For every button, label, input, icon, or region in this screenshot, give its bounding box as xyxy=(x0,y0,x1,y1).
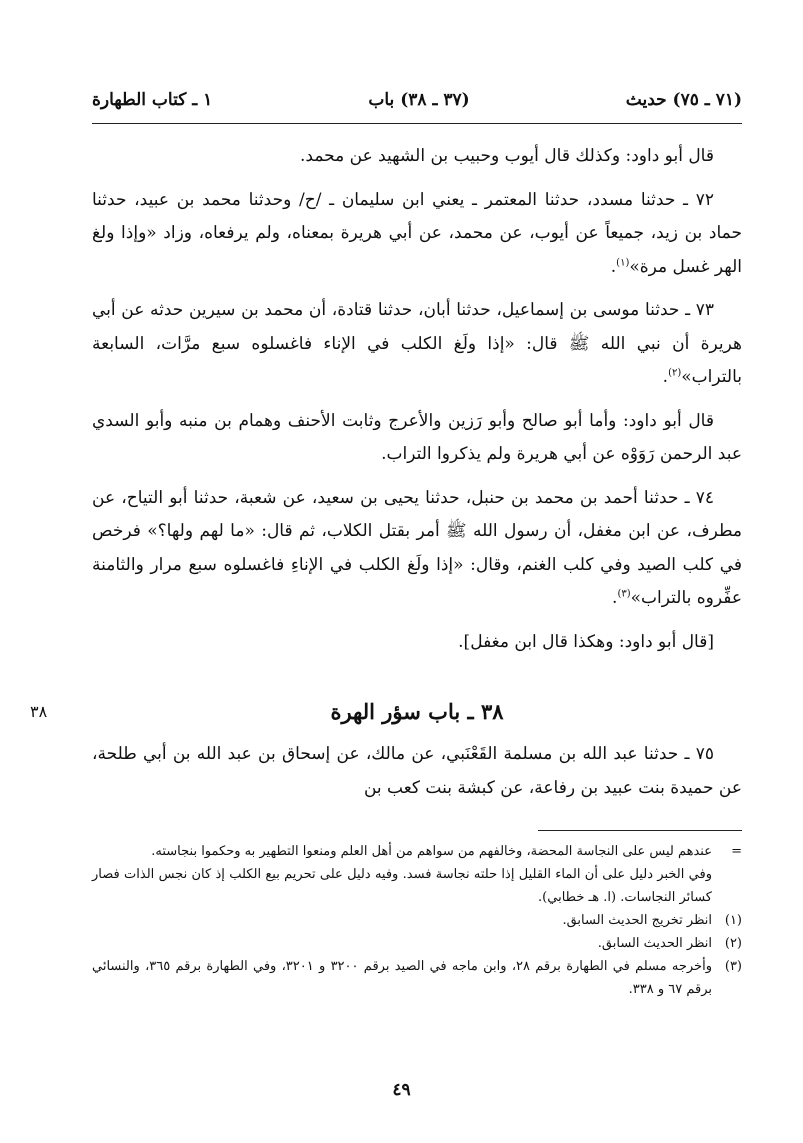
paragraph-abu-dawud-note-3: [قال أبو داود: وهكذا قال ابن مغفل]. xyxy=(458,631,714,652)
header-divider xyxy=(92,123,742,124)
running-header xyxy=(92,84,742,116)
footnote-3: (٣) وأخرجه مسلم في الطهارة برقم ٢٨، وابن ماجه في الصيد برقم ٣٢٠٠ و ٣٢٠١، وفي الطهارة برقم ٣٦٥، والنسائي برقم ٦٧ و ٣٣٨. xyxy=(92,959,742,997)
page-number: ٤٩ xyxy=(392,1080,411,1100)
paragraph-hadith-74: ٧٤ ـ حدثنا أحمد بن محمد بن حنبل، حدثنا يحيى بن سعيد، عن شعبة، حدثنا أبو التياح، عن مطرف، عن ابن مغفل، أن رسول الله ﷺ أمر بقتل الكلاب، ثم قال: «ما لهم ولها؟» فرخص في كلب الصيد وفي كلب الغنم، وقال: «إذا ولَغ الكلب في الإناءِ فاغسلوه سبع مرار والثامنة عفِّروه بالتراب»$^{(٣)}$. xyxy=(92,487,742,608)
footnote-continuation: = عندهم ليس على النجاسة المحضة، وخالفهم من سواهم من أهل العلم ومنعوا التطهير به وحكموا بنجاسته. xyxy=(151,844,742,859)
footnote-1: (١) انظر تخريج الحديث السابق. xyxy=(562,913,742,928)
paragraph-hadith-75: ٧٥ ـ حدثنا عبد الله بن مسلمة القَعْنَبي، عن مالك، عن إسحاق بن عبد الله بن أبي طلحة، عن حميدة بنت عبيد بن رفاعة، عن كبشة بنت كعب بن xyxy=(92,744,742,798)
header-chapter-range: (٣٧ ـ ٣٨) باب xyxy=(368,90,470,110)
paragraph-abu-dawud-note-2: قال أبو داود: وأما أبو صالح وأبو رَزين والأعرج وثابت الأحنف وهمام بن منبه وأبو السدي عبد الرحمن رَوَوْه عن أبي هريرة ولم يذكروا التراب. xyxy=(92,410,742,464)
margin-chapter-number: ٣٨ xyxy=(30,702,48,721)
footnotes xyxy=(92,840,742,1001)
paragraph-abu-dawud-note-1: قال أبو داود: وكذلك قال أيوب وحبيب بن الشهيد عن محمد. xyxy=(300,146,714,166)
footnote-ref-3: (٣) xyxy=(617,588,631,600)
main-text-continued xyxy=(92,738,742,815)
paragraph-hadith-72: ٧٢ ـ حدثنا مسدد، حدثنا المعتمر ـ يعني ابن سليمان ـ /ح/ وحدثنا محمد بن عبيد، حدثنا حماد بن زيد، جميعاً عن أيوب، عن محمد، عن أبي هريرة بمعناه، ولم يرفعاه، وزاد «وإذا ولغ الهر غسل مرة»$^{(١)}$. xyxy=(92,189,742,277)
footnote-ref-2: (٢) xyxy=(668,367,682,379)
footnote-2: (٢) انظر الحديث السابق. xyxy=(597,936,742,951)
main-text xyxy=(92,140,742,669)
header-book-title: ١ ـ كتاب الطهارة xyxy=(92,90,213,110)
footnote-continuation-2: وفي الخبر دليل على أن الماء القليل إذا حلته نجاسة فسد. وفيه دليل على تحريم بيع الكلب إذ كان نجس الذات فصار كسائر النجاسات. (ا. هـ خطابي). xyxy=(92,867,712,905)
header-hadith-range: (٧١ ـ ٧٥) حديث xyxy=(625,90,742,110)
chapter-heading: ٣٨ ـ باب سؤر الهرة xyxy=(330,699,504,724)
paragraph-hadith-73: ٧٣ ـ حدثنا موسى بن إسماعيل، حدثنا أبان، حدثنا قتادة، أن محمد بن سيرين حدثه عن أبي هريرة أن نبي الله ﷺ قال: «إذا ولَغ الكلب في الإناء فاغسلوه سبع مرَّات، السابعة بالتراب»$^{(٢)}$. xyxy=(92,300,742,387)
footnote-divider xyxy=(538,830,742,831)
footnote-ref-1: (١) xyxy=(616,256,630,268)
